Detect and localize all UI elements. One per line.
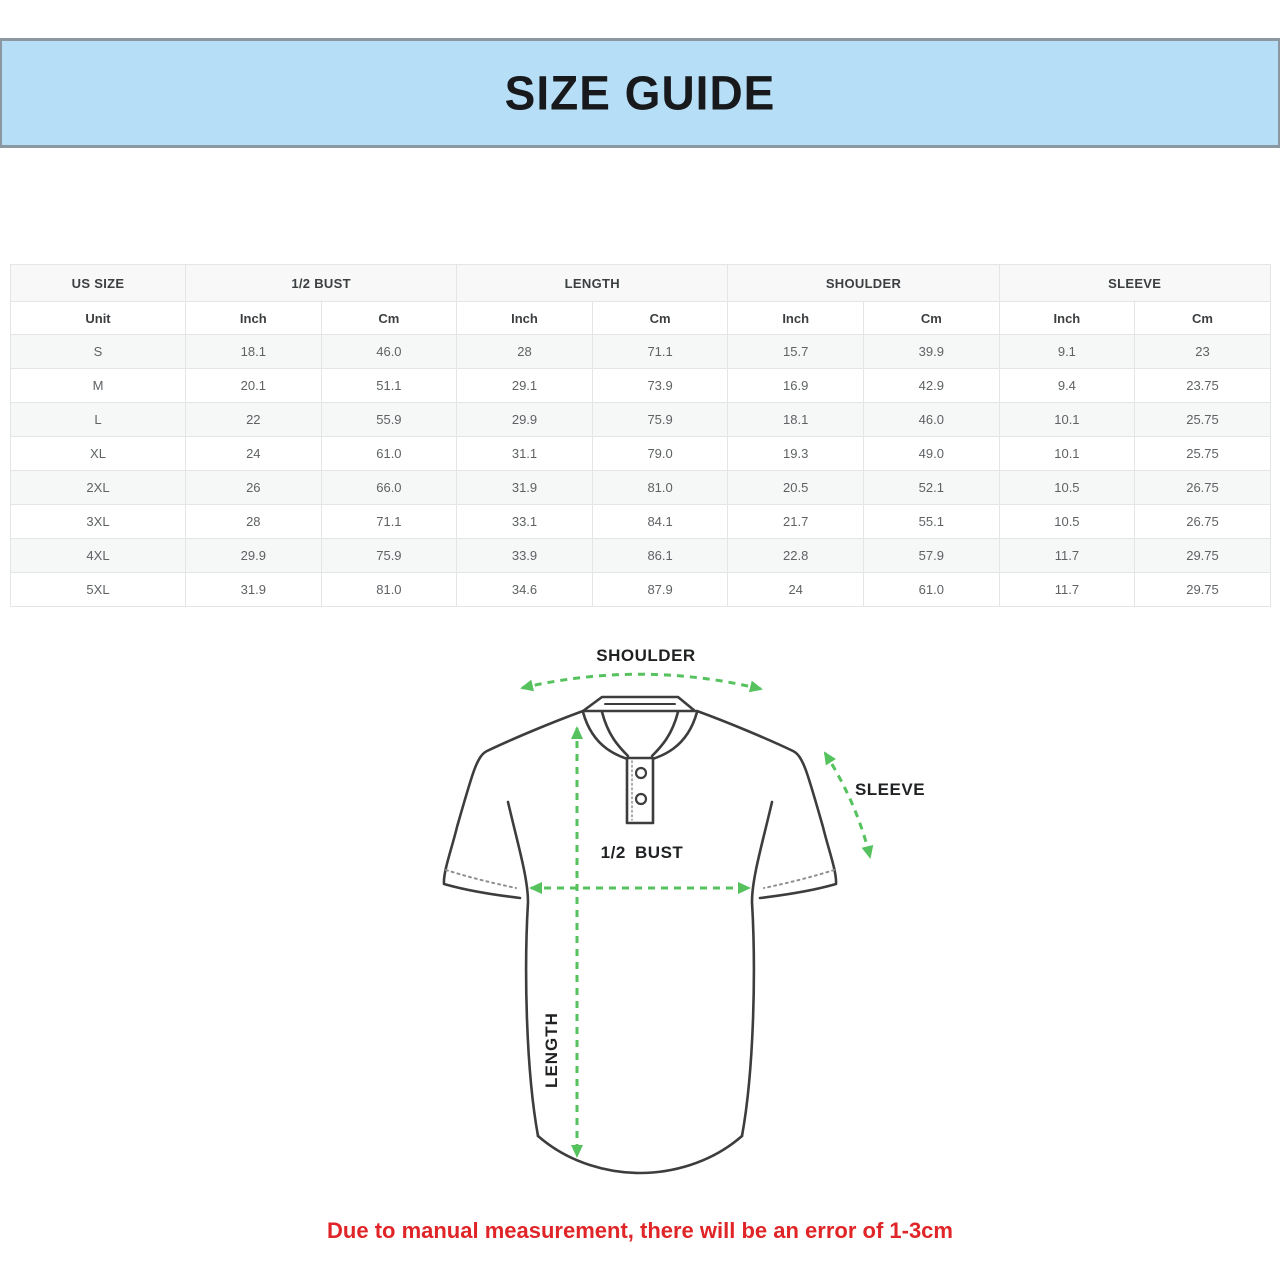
value-cell: 29.9 <box>186 539 322 573</box>
unit-header: Inch <box>999 302 1135 335</box>
polo-shirt-illustration <box>430 640 930 1200</box>
value-cell: 20.1 <box>186 369 322 403</box>
value-cell: 11.7 <box>999 573 1135 607</box>
value-cell: 29.75 <box>1135 573 1271 607</box>
column-group-header: US SIZE <box>11 265 186 302</box>
value-cell: 21.7 <box>728 505 864 539</box>
unit-header: Inch <box>728 302 864 335</box>
unit-header: Inch <box>186 302 322 335</box>
unit-header: Cm <box>321 302 457 335</box>
table-row <box>11 369 1271 403</box>
value-cell: 18.1 <box>728 403 864 437</box>
value-cell: 33.9 <box>457 539 593 573</box>
value-cell: 18.1 <box>186 335 322 369</box>
value-cell: 23.75 <box>1135 369 1271 403</box>
value-cell: 24 <box>728 573 864 607</box>
size-guide-banner <box>0 38 1280 148</box>
unit-header: Cm <box>592 302 728 335</box>
shoulder-label: SHOULDER <box>596 646 696 665</box>
value-cell: 39.9 <box>863 335 999 369</box>
page-title: SIZE GUIDE <box>504 65 776 121</box>
value-cell: 61.0 <box>863 573 999 607</box>
table-row <box>11 539 1271 573</box>
column-group-header: 1/2 BUST <box>186 265 457 302</box>
size-cell: 4XL <box>11 539 186 573</box>
shirt-outline <box>444 697 836 1173</box>
table-row <box>11 437 1271 471</box>
value-cell: 66.0 <box>321 471 457 505</box>
unit-header: Inch <box>457 302 593 335</box>
value-cell: 55.9 <box>321 403 457 437</box>
value-cell: 22.8 <box>728 539 864 573</box>
unit-header: Cm <box>1135 302 1271 335</box>
value-cell: 29.75 <box>1135 539 1271 573</box>
value-cell: 81.0 <box>592 471 728 505</box>
value-cell: 57.9 <box>863 539 999 573</box>
value-cell: 25.75 <box>1135 437 1271 471</box>
table-row <box>11 573 1271 607</box>
value-cell: 81.0 <box>321 573 457 607</box>
value-cell: 24 <box>186 437 322 471</box>
value-cell: 11.7 <box>999 539 1135 573</box>
size-cell: XL <box>11 437 186 471</box>
value-cell: 19.3 <box>728 437 864 471</box>
value-cell: 46.0 <box>321 335 457 369</box>
size-cell: M <box>11 369 186 403</box>
value-cell: 31.9 <box>457 471 593 505</box>
value-cell: 51.1 <box>321 369 457 403</box>
unit-header: Unit <box>11 302 186 335</box>
value-cell: 79.0 <box>592 437 728 471</box>
value-cell: 31.1 <box>457 437 593 471</box>
table-row <box>11 505 1271 539</box>
unit-header: Cm <box>863 302 999 335</box>
value-cell: 15.7 <box>728 335 864 369</box>
value-cell: 26.75 <box>1135 505 1271 539</box>
sleeve-arrow <box>825 753 870 857</box>
value-cell: 33.1 <box>457 505 593 539</box>
size-cell: 5XL <box>11 573 186 607</box>
column-group-header: SHOULDER <box>728 265 999 302</box>
value-cell: 20.5 <box>728 471 864 505</box>
size-cell: L <box>11 403 186 437</box>
value-cell: 52.1 <box>863 471 999 505</box>
value-cell: 55.1 <box>863 505 999 539</box>
value-cell: 25.75 <box>1135 403 1271 437</box>
value-cell: 84.1 <box>592 505 728 539</box>
table-row <box>11 403 1271 437</box>
value-cell: 42.9 <box>863 369 999 403</box>
table-row <box>11 471 1271 505</box>
value-cell: 28 <box>186 505 322 539</box>
value-cell: 71.1 <box>592 335 728 369</box>
value-cell: 10.1 <box>999 437 1135 471</box>
size-cell: 2XL <box>11 471 186 505</box>
size-table <box>10 264 1271 607</box>
table-row <box>11 335 1271 369</box>
sleeve-label: SLEEVE <box>854 780 926 799</box>
value-cell: 29.1 <box>457 369 593 403</box>
length-label: LENGTH <box>542 1012 561 1088</box>
value-cell: 61.0 <box>321 437 457 471</box>
value-cell: 75.9 <box>592 403 728 437</box>
value-cell: 49.0 <box>863 437 999 471</box>
value-cell: 9.1 <box>999 335 1135 369</box>
shoulder-arrow <box>522 674 761 689</box>
column-group-header: LENGTH <box>457 265 728 302</box>
value-cell: 28 <box>457 335 593 369</box>
value-cell: 10.1 <box>999 403 1135 437</box>
value-cell: 9.4 <box>999 369 1135 403</box>
value-cell: 10.5 <box>999 471 1135 505</box>
size-table-body <box>11 335 1271 607</box>
value-cell: 10.5 <box>999 505 1135 539</box>
polo-shirt-diagram <box>430 640 930 1200</box>
value-cell: 23 <box>1135 335 1271 369</box>
value-cell: 22 <box>186 403 322 437</box>
value-cell: 71.1 <box>321 505 457 539</box>
value-cell: 75.9 <box>321 539 457 573</box>
measurement-disclaimer: Due to manual measurement, there will be an error of 1-3cm <box>327 1218 953 1243</box>
size-table-head <box>11 265 1271 335</box>
value-cell: 73.9 <box>592 369 728 403</box>
value-cell: 34.6 <box>457 573 593 607</box>
size-cell: 3XL <box>11 505 186 539</box>
size-cell: S <box>11 335 186 369</box>
value-cell: 46.0 <box>863 403 999 437</box>
value-cell: 26.75 <box>1135 471 1271 505</box>
value-cell: 29.9 <box>457 403 593 437</box>
half-bust-label: 1/2 BUST <box>600 843 684 862</box>
value-cell: 16.9 <box>728 369 864 403</box>
value-cell: 87.9 <box>592 573 728 607</box>
column-group-header: SLEEVE <box>999 265 1270 302</box>
value-cell: 31.9 <box>186 573 322 607</box>
value-cell: 86.1 <box>592 539 728 573</box>
value-cell: 26 <box>186 471 322 505</box>
